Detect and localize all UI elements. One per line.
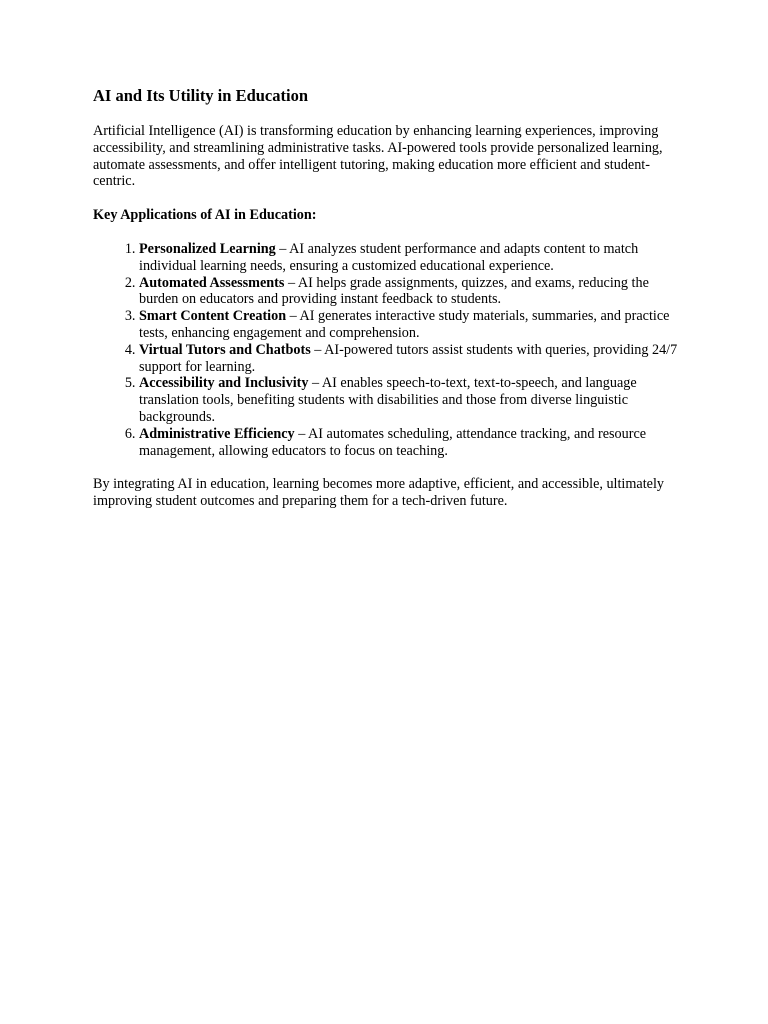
application-description: – AI-powered tutors assist students with queries, providing 24/7 support for learning. [139, 341, 678, 375]
applications-heading: Key Applications of AI in Education: [93, 207, 317, 224]
conclusion-paragraph: By integrating AI in education, learning becomes more adaptive, efficient, and accessible, ultimately improving student outcomes and preparing them for a tech-driven future. [93, 476, 664, 510]
list-item [139, 375, 683, 425]
application-description: – AI helps grade assignments, quizzes, and exams, reducing the burden on educators and providing instant feedback to students. [139, 274, 649, 308]
list-item [139, 426, 683, 460]
list-item [139, 275, 683, 309]
application-term: Automated Assessments [139, 274, 285, 291]
application-description: – AI analyzes student performance and adapts content to match individual learning needs, ensuring a customized educational experience. [139, 240, 639, 274]
document-page [93, 86, 683, 510]
application-description: – AI automates scheduling, attendance tracking, and resource management, allowing educators to focus on teaching. [139, 425, 647, 459]
application-description: – AI generates interactive study materials, summaries, and practice tests, enhancing engagement and comprehension. [139, 308, 670, 341]
applications-list [93, 241, 683, 459]
list-item [139, 342, 683, 376]
application-term: Administrative Efficiency [139, 425, 295, 442]
document-title: AI and Its Utility in Education [93, 86, 309, 105]
list-item [139, 308, 683, 342]
intro-paragraph: Artificial Intelligence (AI) is transforming education by enhancing learning experiences, improving accessibility, and streamlining administrative tasks. AI-powered tools provide personalized learning, automate assessments, and offer intelligent tutoring, making education more efficient and student-centric. [93, 123, 663, 190]
application-term: Personalized Learning [139, 240, 276, 257]
application-term: Smart Content Creation [139, 308, 287, 325]
list-item [139, 241, 683, 275]
application-term: Virtual Tutors and Chatbots [139, 341, 311, 358]
application-description: – AI enables speech-to-text, text-to-speech, and language translation tools, benefiting students with disabilities and those from diverse linguistic backgrounds. [139, 375, 637, 425]
application-term: Accessibility and Inclusivity [139, 375, 309, 392]
